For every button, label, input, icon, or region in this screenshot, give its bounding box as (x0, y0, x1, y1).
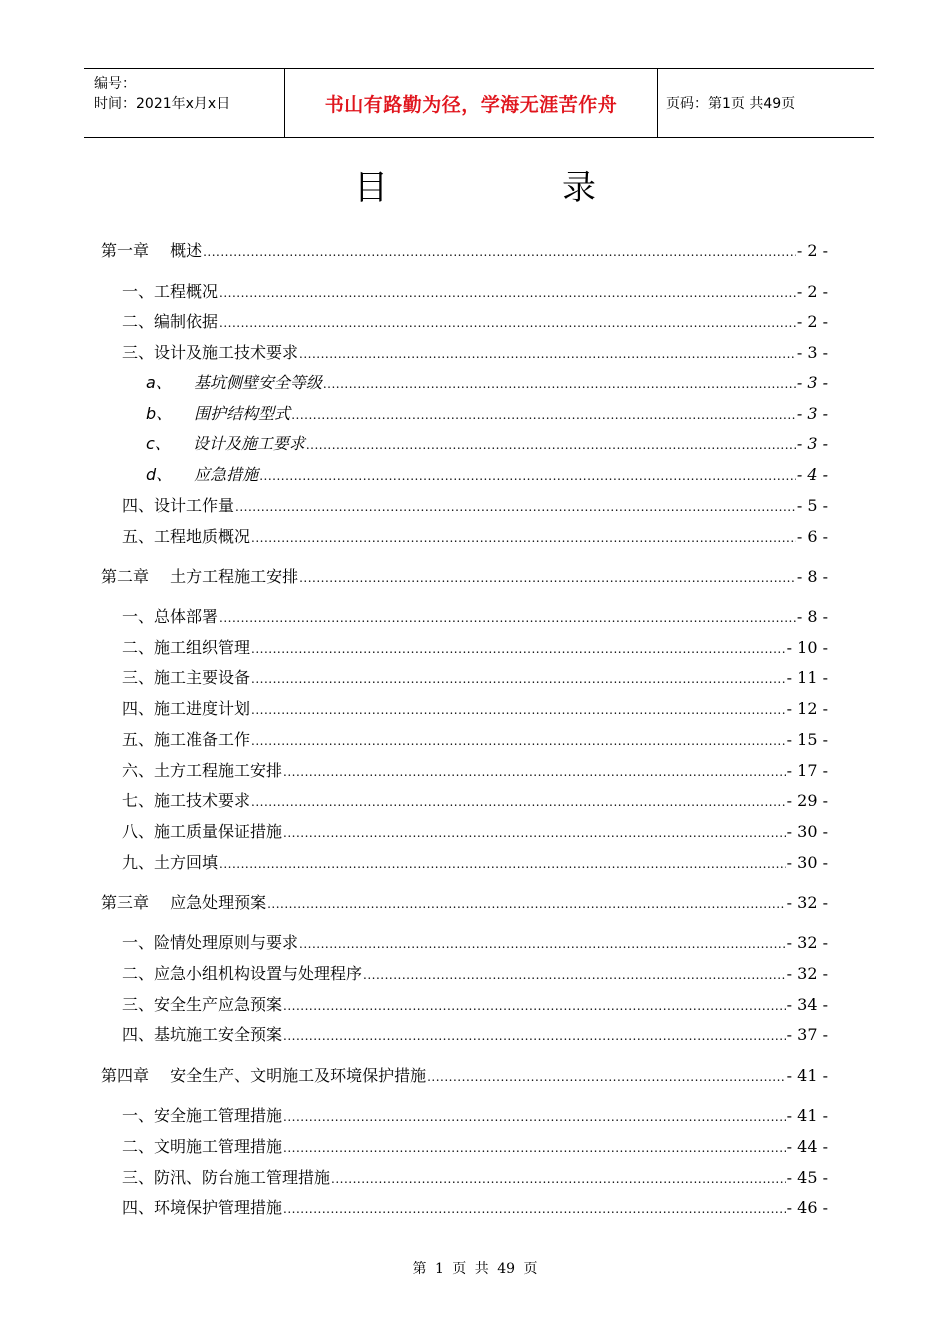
toc-entry-number: 二、 (122, 1137, 155, 1156)
toc-entry[interactable] (122, 932, 828, 954)
toc-entry[interactable] (122, 698, 828, 720)
toc-entry-page: - 15 - (786, 730, 828, 749)
toc-entry-number: a、 (146, 373, 172, 392)
toc-entry-title: 土方工程施工安排 (170, 567, 299, 586)
toc-entry-number: 第二章 (101, 567, 171, 586)
toc-entry-title: 编制依据 (154, 312, 219, 331)
toc-entry-page: - 32 - (786, 964, 828, 983)
toc-leader-dots (259, 465, 796, 487)
toc-entry-page: - 41 - (786, 1066, 828, 1085)
toc-entry-title: 防汛、防台施工管理措施 (154, 1168, 331, 1187)
toc-leader-dots (299, 933, 786, 955)
toc-entry[interactable] (122, 821, 828, 843)
toc-entry-title: 土方回填 (154, 853, 219, 872)
toc-entry-title: 围护结构型式 (194, 404, 291, 423)
toc-entry-number: 三、 (122, 1168, 155, 1187)
toc-entry-page: - 3 - (796, 343, 828, 362)
toc-entry-title: 安全施工管理措施 (154, 1106, 283, 1125)
toc-entry[interactable] (122, 1167, 828, 1189)
toc-entry-number: 五、 (122, 730, 155, 749)
toc-entry-title: 工程地质概况 (154, 527, 251, 546)
toc-entry-page: - 34 - (786, 995, 828, 1014)
toc-entry[interactable] (101, 240, 828, 262)
toc-leader-dots (235, 496, 796, 518)
header-motto: 书山有路勤为径，学海无涯苦作舟 (324, 93, 618, 116)
toc-leader-dots (251, 791, 786, 813)
page-footer: 第 1 页 共 49 页 (412, 1261, 538, 1277)
toc-entry-number: b、 (146, 404, 173, 423)
toc-entry-page: - 3 - (796, 404, 828, 423)
toc-entry-number: 三、 (122, 995, 155, 1014)
toc-entry-page: - 46 - (786, 1198, 828, 1217)
toc-entry-title: 设计工作量 (154, 496, 235, 515)
toc-entry-page: - 30 - (786, 853, 828, 872)
toc-entry[interactable] (122, 994, 828, 1016)
toc-entry[interactable] (122, 1024, 828, 1046)
toc-entry-number: 第三章 (101, 893, 171, 912)
toc-entry-number: 五、 (122, 527, 155, 546)
toc-entry-page: - 41 - (786, 1106, 828, 1125)
toc-leader-dots (331, 1168, 786, 1190)
toc-leader-dots (267, 893, 786, 915)
toc-leader-dots (283, 1137, 786, 1159)
toc-entry-number: 一、 (122, 607, 155, 626)
toc-entry-title: 土方工程施工安排 (154, 761, 283, 780)
toc-entry-page: - 4 - (796, 465, 828, 484)
toc-entry-number: 四、 (122, 1198, 155, 1217)
toc-entry-number: 九、 (122, 853, 155, 872)
toc-entry-number: 三、 (122, 668, 155, 687)
toc-entry-title: 总体部署 (154, 607, 219, 626)
toc-entry-number: 四、 (122, 1025, 155, 1044)
toc-entry-page: - 44 - (786, 1137, 828, 1156)
toc-entry-page: - 3 - (796, 373, 828, 392)
toc-leader-dots (283, 761, 786, 783)
toc-entry-page: - 10 - (786, 638, 828, 657)
toc-leader-dots (283, 995, 786, 1017)
toc-entry[interactable] (146, 403, 828, 425)
toc-entry-title: 应急处理预案 (170, 893, 267, 912)
toc-entry[interactable] (122, 637, 828, 659)
toc-entry-page: - 32 - (786, 893, 828, 912)
toc-leader-dots (283, 1106, 786, 1128)
toc-entry-number: 六、 (122, 761, 155, 780)
toc-entry[interactable] (122, 790, 828, 812)
toc-entry[interactable] (122, 963, 828, 985)
toc-entry-number: 三、 (122, 343, 155, 362)
toc-leader-dots (427, 1066, 786, 1088)
toc-entry-page: - 11 - (786, 668, 828, 687)
toc-leader-dots (251, 699, 786, 721)
toc-entry-number: 二、 (122, 638, 155, 657)
toc-entry-number: 一、 (122, 933, 155, 952)
toc-entry[interactable] (122, 526, 828, 548)
header-meta (84, 69, 285, 137)
toc-leader-dots (299, 343, 796, 365)
toc-entry-title: 概述 (170, 241, 203, 260)
toc-leader-dots (306, 434, 796, 456)
toc-entry[interactable] (101, 566, 828, 588)
toc-entry[interactable] (101, 892, 828, 914)
toc-entry-page: - 32 - (786, 933, 828, 952)
toc-leader-dots (283, 1025, 786, 1047)
toc-entry-title: 设计及施工技术要求 (154, 343, 299, 362)
toc-entry-title: 环境保护管理措施 (154, 1198, 283, 1217)
header-page-info: 页码：第1页 共49页 (666, 96, 796, 112)
toc-entry-title: 应急小组机构设置与处理程序 (154, 964, 363, 983)
header-motto-cell (285, 69, 658, 137)
toc-entry-number: 二、 (122, 964, 155, 983)
toc-entry-number: c、 (146, 434, 171, 453)
toc-entry-page: - 12 - (786, 699, 828, 718)
toc-leader-dots (203, 241, 796, 263)
toc-entry-number: 四、 (122, 699, 155, 718)
toc-entry-title: 安全生产应急预案 (154, 995, 283, 1014)
toc-entry-page: - 45 - (786, 1168, 828, 1187)
toc-entry[interactable] (122, 281, 828, 303)
toc-entry-page: - 2 - (796, 282, 828, 301)
page-header (84, 68, 874, 138)
toc-entry-page: - 5 - (796, 496, 828, 515)
toc-entry[interactable] (146, 372, 828, 394)
toc-leader-dots (219, 282, 796, 304)
toc-entry-number: 一、 (122, 1106, 155, 1125)
toc-entry-number: 四、 (122, 496, 155, 515)
toc-entry-page: - 8 - (796, 607, 828, 626)
toc-entry-title: 施工进度计划 (154, 699, 251, 718)
toc-leader-dots (283, 822, 786, 844)
toc-entry-title: 施工质量保证措施 (154, 822, 283, 841)
toc-entry[interactable] (122, 495, 828, 517)
header-number: 编号： (94, 76, 136, 92)
toc-entry-page: - 37 - (786, 1025, 828, 1044)
toc-entry-page: - 17 - (786, 761, 828, 780)
toc-entry[interactable] (122, 342, 828, 364)
toc-entry[interactable] (122, 667, 828, 689)
toc-entry-title: 施工准备工作 (154, 730, 251, 749)
toc-leader-dots (291, 404, 796, 426)
toc-entry-title: 施工技术要求 (154, 791, 251, 810)
toc-entry-number: 八、 (122, 822, 155, 841)
toc-entry-title: 基坑施工安全预案 (154, 1025, 283, 1044)
toc-entry-title: 险情处理原则与要求 (154, 933, 299, 952)
toc-entry-title: 工程概况 (154, 282, 219, 301)
toc-entry-title: 施工主要设备 (154, 668, 251, 687)
toc-entry-title: 应急措施 (194, 465, 259, 484)
toc-entry[interactable] (122, 311, 828, 333)
toc-entry-title: 文明施工管理措施 (154, 1137, 283, 1156)
toc-entry[interactable] (122, 606, 828, 628)
toc-entry[interactable] (146, 464, 828, 486)
toc-leader-dots (283, 1198, 786, 1220)
toc-entry-page: - 29 - (786, 791, 828, 810)
toc-entry-title: 施工组织管理 (154, 638, 251, 657)
toc-entry[interactable] (122, 729, 828, 751)
header-time: 时间：2021年x月x日 (94, 96, 231, 112)
toc-leader-dots (251, 527, 796, 549)
toc-entry-title: 安全生产、文明施工及环境保护措施 (170, 1066, 427, 1085)
toc-entry[interactable] (122, 1197, 828, 1219)
toc-leader-dots (251, 638, 786, 660)
toc-entry-number: 第四章 (101, 1066, 171, 1085)
toc-entry[interactable] (122, 760, 828, 782)
toc-entry[interactable] (122, 1136, 828, 1158)
toc-entry-number: 七、 (122, 791, 155, 810)
toc-leader-dots (219, 853, 786, 875)
toc-entry-page: - 6 - (796, 527, 828, 546)
toc-entry-number: 一、 (122, 282, 155, 301)
toc-leader-dots (251, 730, 786, 752)
toc-leader-dots (219, 607, 796, 629)
toc-leader-dots (219, 312, 796, 334)
toc-entry[interactable] (146, 433, 828, 455)
toc-entry-title: 基坑侧壁安全等级 (193, 373, 322, 392)
toc-leader-dots (363, 964, 786, 986)
toc-entry-page: - 3 - (796, 434, 828, 453)
toc-entry-page: - 2 - (796, 312, 828, 331)
toc-leader-dots (251, 668, 786, 690)
toc-entry[interactable] (122, 1105, 828, 1127)
toc-entry-number: 二、 (122, 312, 155, 331)
toc-leader-dots (299, 567, 796, 589)
toc-entry-page: - 2 - (796, 241, 828, 260)
toc-entry-page: - 8 - (796, 567, 828, 586)
toc-entry-number: 第一章 (101, 241, 171, 260)
toc-entry-page: - 30 - (786, 822, 828, 841)
toc-entry[interactable] (122, 852, 828, 874)
toc-leader-dots (323, 373, 796, 395)
toc-entry-number: d、 (146, 465, 173, 484)
toc-entry-title: 设计及施工要求 (192, 434, 305, 453)
page-title: 目 录 (354, 168, 666, 208)
toc-entry[interactable] (101, 1065, 828, 1087)
